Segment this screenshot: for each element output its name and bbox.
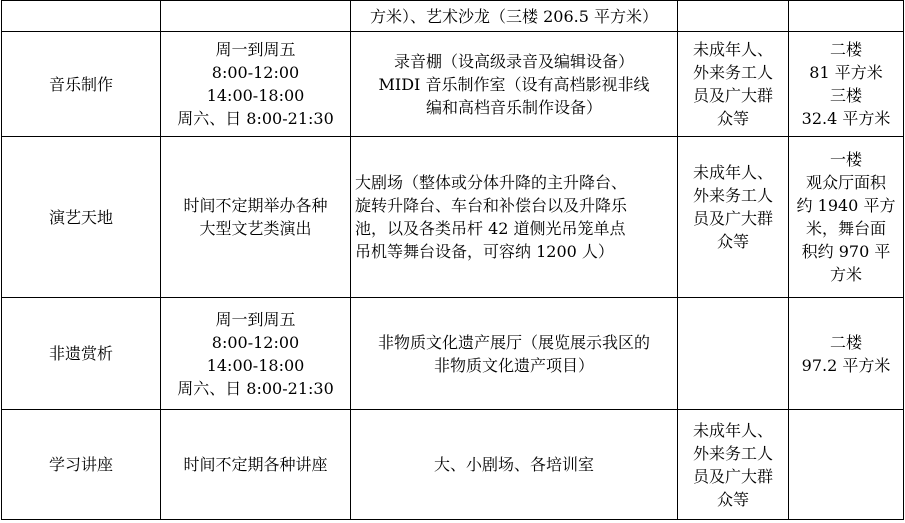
category-cell [2, 1, 161, 32]
table-row [2, 1, 904, 32]
facility-cell: 非物质文化遗产展厅（展览展示我区的 非物质文化遗产项目） [351, 298, 678, 410]
location-cell: 二楼 97.2 平方米 [789, 298, 904, 410]
schedule-cell: 周一到周五 8:00-12:00 14:00-18:00 周六、日 8:00-21:30 [161, 298, 351, 410]
facility-cell: 大、小剧场、各培训室 [351, 410, 678, 520]
schedule-cell: 时间不定期各种讲座 [161, 410, 351, 520]
facility-cell: 录音棚（设高级录音及编辑设备） MIDI 音乐制作室（设有高档影视非线 编和高档音乐制作设备） [351, 32, 678, 137]
category-cell: 学习讲座 [2, 410, 161, 520]
facility-cell: 方米）、艺术沙龙（三楼 206.5 平方米） [351, 1, 678, 32]
schedule-cell: 周一到周五 8:00-12:00 14:00-18:00 周六、日 8:00-21:30 [161, 32, 351, 137]
location-cell: 二楼 81 平方米 三楼 32.4 平方米 [789, 32, 904, 137]
location-cell [789, 1, 904, 32]
table-row [2, 137, 904, 298]
location-cell: 一楼 观众厅面积 约 1940 平方 米，舞台面 积约 970 平 方米 [789, 137, 904, 298]
audience-cell: 未成年人、 外来务工人 员及广大群 众等 [678, 32, 789, 137]
category-cell: 音乐制作 [2, 32, 161, 137]
facility-table [1, 0, 904, 520]
table-row [2, 410, 904, 520]
audience-cell: 未成年人、 外来务工人 员及广大群 众等 [678, 410, 789, 520]
table-row [2, 32, 904, 137]
location-cell [789, 410, 904, 520]
schedule-cell: 时间不定期举办各种 大型文艺类演出 [161, 137, 351, 298]
category-cell: 非遗赏析 [2, 298, 161, 410]
table-row [2, 298, 904, 410]
facility-cell: 大剧场（整体或分体升降的主升降台、 旋转升降台、车台和补偿台以及升降乐 池，以及各类吊杆 42 道侧光吊笼单点 吊机等舞台设备，可容纳 1200 人） [351, 137, 678, 298]
audience-cell [678, 1, 789, 32]
audience-cell [678, 298, 789, 410]
category-cell: 演艺天地 [2, 137, 161, 298]
audience-cell: 未成年人、 外来务工人 员及广大群 众等 [678, 137, 789, 298]
schedule-cell [161, 1, 351, 32]
